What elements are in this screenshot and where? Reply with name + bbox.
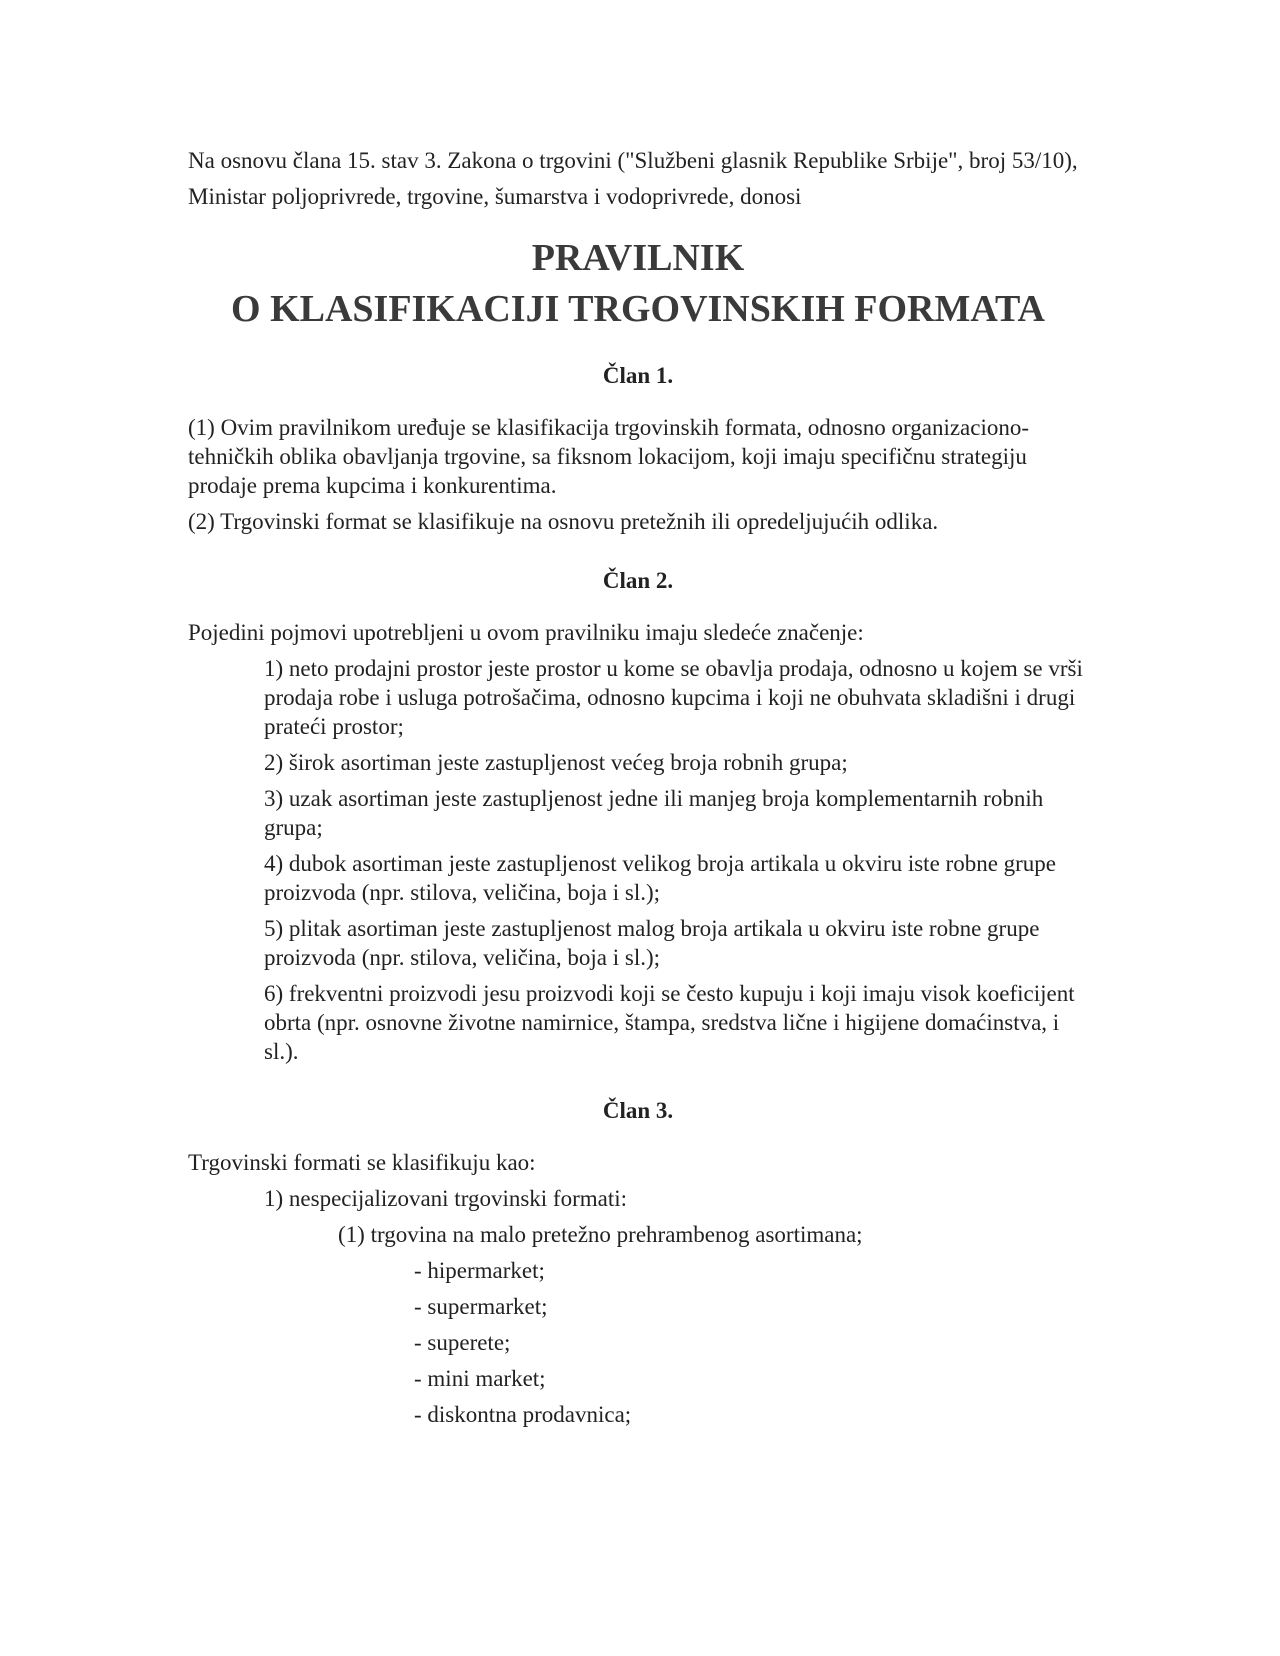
format-list-item: - mini market; (414, 1366, 546, 1391)
title-line-1: PRAVILNIK (531, 237, 745, 279)
article-1-paragraph-1: (1) Ovim pravilnikom uređuje se klasifikacija trgovinskih formata, odnosno organizaciono-tehničkih oblika obavljanja trgovine, sa fiksnom lokacijom, koji imaju specifičnu strategiju prodaje prema kupcima i konkurentima. (188, 415, 1030, 498)
definition-item: 3) uzak asortiman jeste zastupljenost jedne ili manjeg broja komplementarnih robnih grupa; (264, 786, 1044, 840)
definition-item: 5) plitak asortiman jeste zastupljenost malog broja artikala u okviru iste robne grupe proizvoda (npr. stilova, veličina, boja i sl.); (264, 916, 1040, 970)
definition-item: 1) neto prodajni prostor jeste prostor u kome se obavlja prodaja, odnosno u kojem se vrši prodaja robe i usluga potrošačima, odnosno kupcima i koji ne obuhvata skladišni i drugi prateći prostor; (264, 656, 1083, 739)
definition-item: 4) dubok asortiman jeste zastupljenost velikog broja artikala u okviru iste robne grupe proizvoda (npr. stilova, veličina, boja i sl.); (264, 851, 1057, 905)
article-1-heading: Član 1. (602, 363, 674, 388)
format-category-level-2: (1) trgovina na malo pretežno prehrambenog asortimana; (338, 1222, 863, 1247)
format-list-item: - hipermarket; (414, 1258, 545, 1283)
format-list-item: - diskontna prodavnica; (414, 1402, 632, 1427)
format-list-item: - supermarket; (414, 1294, 548, 1319)
preamble-legal-basis: Na osnovu člana 15. stav 3. Zakona o trgovini ("Službeni glasnik Republike Srbije", broj 53/10), (188, 148, 1078, 173)
document-page (188, 146, 1088, 1436)
article-2-heading: Član 2. (602, 568, 674, 593)
format-list-item: - superete; (414, 1330, 511, 1355)
article-3-heading: Član 3. (602, 1098, 674, 1123)
article-2-definitions (188, 654, 1088, 1066)
format-category-level-1: 1) nespecijalizovani trgovinski formati: (264, 1186, 628, 1211)
format-list (188, 1256, 1088, 1429)
definition-item: 2) širok asortiman jeste zastupljenost većeg broja robnih grupa; (264, 750, 848, 775)
article-3-intro: Trgovinski formati se klasifikuju kao: (188, 1150, 536, 1175)
definition-item: 6) frekventni proizvodi jesu proizvodi koji se često kupuju i koji imaju visok koeficijent obrta (npr. osnovne životne namirnice, štampa, sredstva lične i higijene domaćinstva, i sl.). (264, 981, 1075, 1064)
document-title (188, 233, 1088, 335)
preamble-issuer: Ministar poljoprivrede, trgovine, šumarstva i vodoprivrede, donosi (188, 184, 802, 209)
article-2-intro: Pojedini pojmovi upotrebljeni u ovom pravilniku imaju sledeće značenje: (188, 620, 864, 645)
article-1-paragraph-2: (2) Trgovinski format se klasifikuje na osnovu pretežnih ili opredeljujućih odlika. (188, 509, 939, 534)
title-line-2: O KLASIFIKACIJI TRGOVINSKIH FORMATA (231, 288, 1045, 330)
